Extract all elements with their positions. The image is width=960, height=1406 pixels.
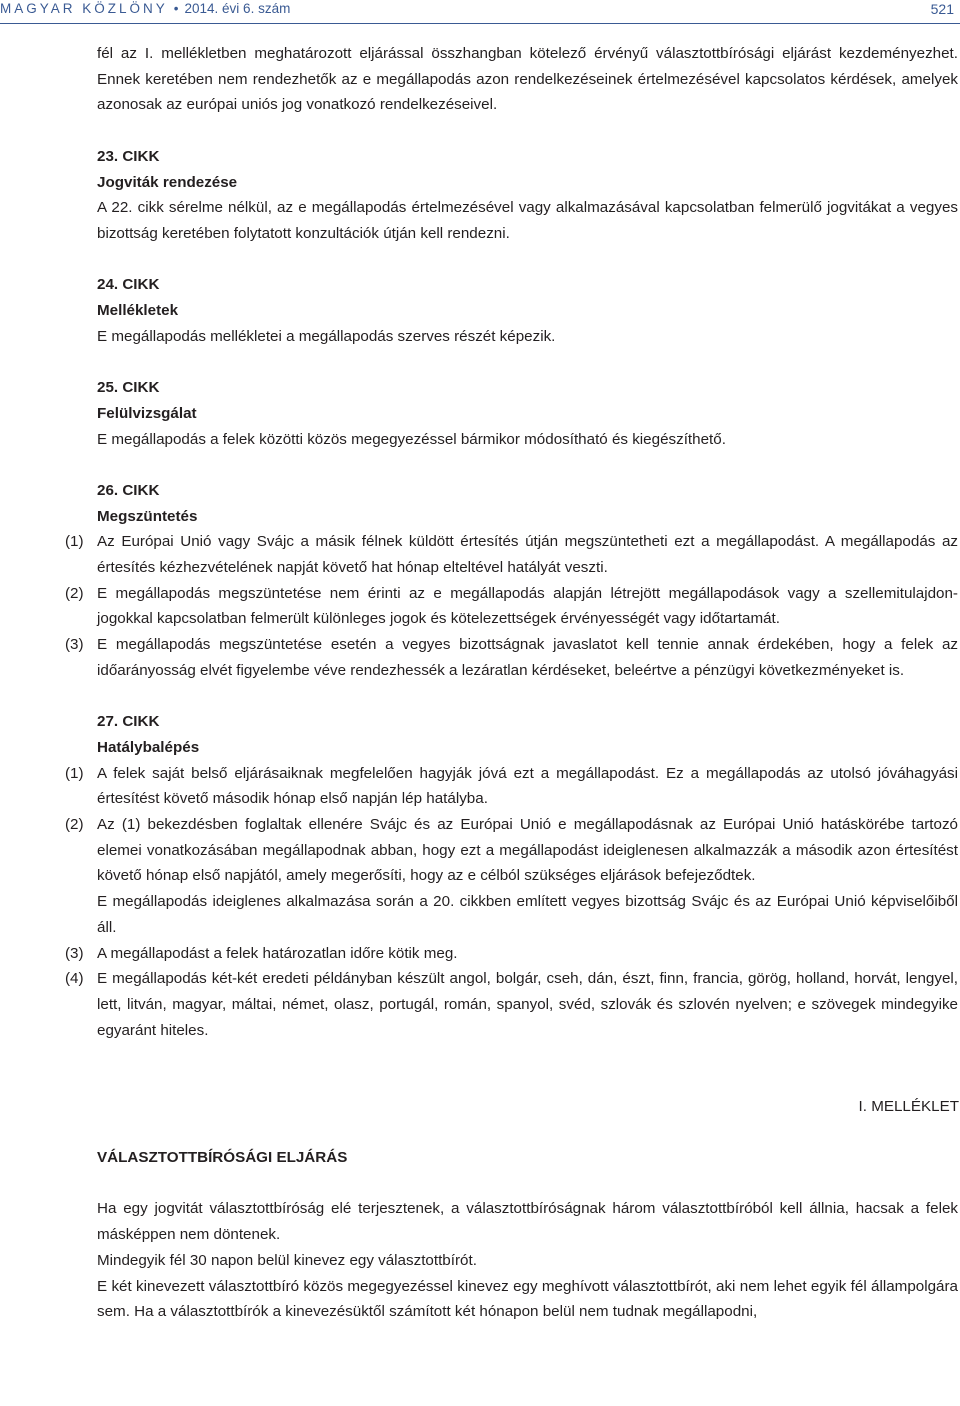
document-body xyxy=(65,41,959,1325)
annex-title: VÁLASZTOTTBÍRÓSÁGI ELJÁRÁS xyxy=(97,1149,348,1167)
article-section xyxy=(97,272,958,349)
page-header xyxy=(0,0,960,30)
article-title: Felülvizsgálat xyxy=(97,404,197,422)
paragraph-text: E megállapodás két-két eredeti példányban készült angol, bolgár, cseh, dán, észt, finn, francia, görög, holland, horvát, lengyel, lett, litván, magyar, máltai, német, olasz, portugál, román, spanyol, svéd, szlovák és szlovén nyelven; e szövegek mindegyike egyaránt hiteles. xyxy=(97,970,958,1039)
paragraph-number: (3) xyxy=(65,636,84,654)
annex-paragraph: Ha egy jogvitát választottbíróság elé terjesztenek, a választottbíróságnak három választottbíróból kell állnia, hacsak a felek másképpen nem döntenek. xyxy=(97,1200,958,1244)
paragraph-text: Az (1) bekezdésben foglaltak ellenére Svájc és az Európai Unió e megállapodásnak az Európai Unió hatáskörébe tartozó elemei vonatkozásában megállapodnak abban, hogy ezt a megállapodást ideiglenesen alkalmazzák a második azon értesítést követő hónap első napjától, amely megerősíti, hogy az e célból szükséges eljárások befejeződtek. xyxy=(97,816,958,885)
publication-line xyxy=(0,1,290,16)
paragraph-text: A felek saját belső eljárásaiknak megfelelően hagyják jóvá ezt a megállapodást. Ez a megállapodás az utolsó jóváhagyási értesítést követő második hónap első napján lép hatályba. xyxy=(97,764,958,808)
article-title: Mellékletek xyxy=(97,302,179,319)
paragraph-text: A 22. cikk sérelme nélkül, az e megállapodás értelmezésével vagy alkalmazásával kapcsolatban felmerülő jogvitákat a vegyes bizottság keretében folytatott konzultációk útján kell rendezni. xyxy=(97,199,958,242)
article-title: Hatálybalépés xyxy=(97,738,200,756)
article-number: 27. CIKK xyxy=(97,713,160,731)
article-section xyxy=(97,375,958,452)
paragraph-text: E megállapodás a felek közötti közös megegyezéssel bármikor módosítható és kiegészíthető. xyxy=(97,430,726,448)
articles-list xyxy=(65,144,958,1044)
page-number: 521 xyxy=(930,1,954,17)
article-title: Jogviták rendezése xyxy=(97,173,238,191)
article-number: 26. CIKK xyxy=(97,481,160,499)
separator-bullet: • xyxy=(173,1,179,16)
article-section xyxy=(97,144,958,247)
article-paragraph xyxy=(97,324,958,350)
article-number: 24. CIKK xyxy=(97,276,160,294)
annex-label: I. MELLÉKLET xyxy=(858,1098,959,1116)
article-paragraph xyxy=(97,889,958,940)
article-paragraph xyxy=(65,632,958,683)
article-number: 23. CIKK xyxy=(97,147,160,165)
article-paragraph xyxy=(65,966,958,1043)
article-title: Megszüntetés xyxy=(97,507,198,525)
article-paragraph xyxy=(65,761,958,812)
paragraph-text: Az Európai Unió vagy Svájc a másik félnek küldött értesítés útján megszüntetheti ezt a megállapodást. A megállapodás az értesítés kézhezvételének napját követő hat hónap elteltével hatályát veszti. xyxy=(97,533,958,576)
article-number: 25. CIKK xyxy=(97,379,160,397)
intro-paragraph: fél az I. mellékletben meghatározott eljárással összhangban kötelező érvényű választottbírósági eljárást kezdeményezhet. Ennek keretében nem rendezhetők az e megállapodás azon rendelkezéseinek értelmezésével kapcsolatos kérdések, amelyek azonosak az európai uniós jog vonatkozó rendelkezéseivel. xyxy=(97,45,958,114)
paragraph-text: E megállapodás mellékletei a megállapodás szerves részét képezik. xyxy=(97,327,556,345)
annex-paragraph: E két kinevezett választottbíró közös megegyezéssel kinevez egy meghívott választottbírót, aki nem lehet egyik fél állampolgára sem. Ha a választottbírók a kinevezésüktől számított két hónapon belül nem tudnak megállapodni, xyxy=(97,1277,958,1321)
article-paragraph xyxy=(65,941,958,967)
paragraph-number: (3) xyxy=(65,944,84,962)
article-paragraph xyxy=(97,195,958,246)
issue-label: 2014. évi 6. szám xyxy=(184,1,291,16)
paragraph-text: E megállapodás megszüntetése nem érinti az e megállapodás alapján létrejött megállapodások vagy a szellemitulajdon-jogokkal kapcsolatban felmerült különleges jogok és kötelezettségek érvényességét vagy időtartamát. xyxy=(97,584,958,628)
annex-paragraph: Mindegyik fél 30 napon belül kinevez egy választottbírót. xyxy=(97,1251,477,1269)
article-section xyxy=(65,478,958,684)
paragraph-text: E megállapodás ideiglenes alkalmazása során a 20. cikkben említett vegyes bizottság Svájc és az Európai Unió képviselőiből áll. xyxy=(97,893,958,936)
paragraph-number: (1) xyxy=(65,764,84,782)
annex-body xyxy=(97,1196,958,1325)
paragraph-text: A megállapodást a felek határozatlan időre kötik meg. xyxy=(97,944,458,962)
article-paragraph xyxy=(65,812,958,889)
publication-name: MAGYAR KÖZLÖNY xyxy=(0,1,168,16)
paragraph-number: (1) xyxy=(65,533,84,551)
paragraph-number: (2) xyxy=(65,816,84,834)
header-rule xyxy=(0,23,960,24)
article-section xyxy=(65,709,958,1043)
paragraph-number: (4) xyxy=(65,970,84,988)
paragraph-text: E megállapodás megszüntetése esetén a vegyes bizottságnak javaslatot kell tennie annak érdekében, hogy a felek az időarányosság elvét figyelembe véve rendezhessék a lezáratlan kérdéseket, beleértve a pénzügyi következményeket is. xyxy=(97,636,958,679)
article-paragraph xyxy=(65,529,958,580)
article-paragraph xyxy=(65,581,958,632)
paragraph-number: (2) xyxy=(65,584,84,602)
article-paragraph xyxy=(97,427,958,453)
